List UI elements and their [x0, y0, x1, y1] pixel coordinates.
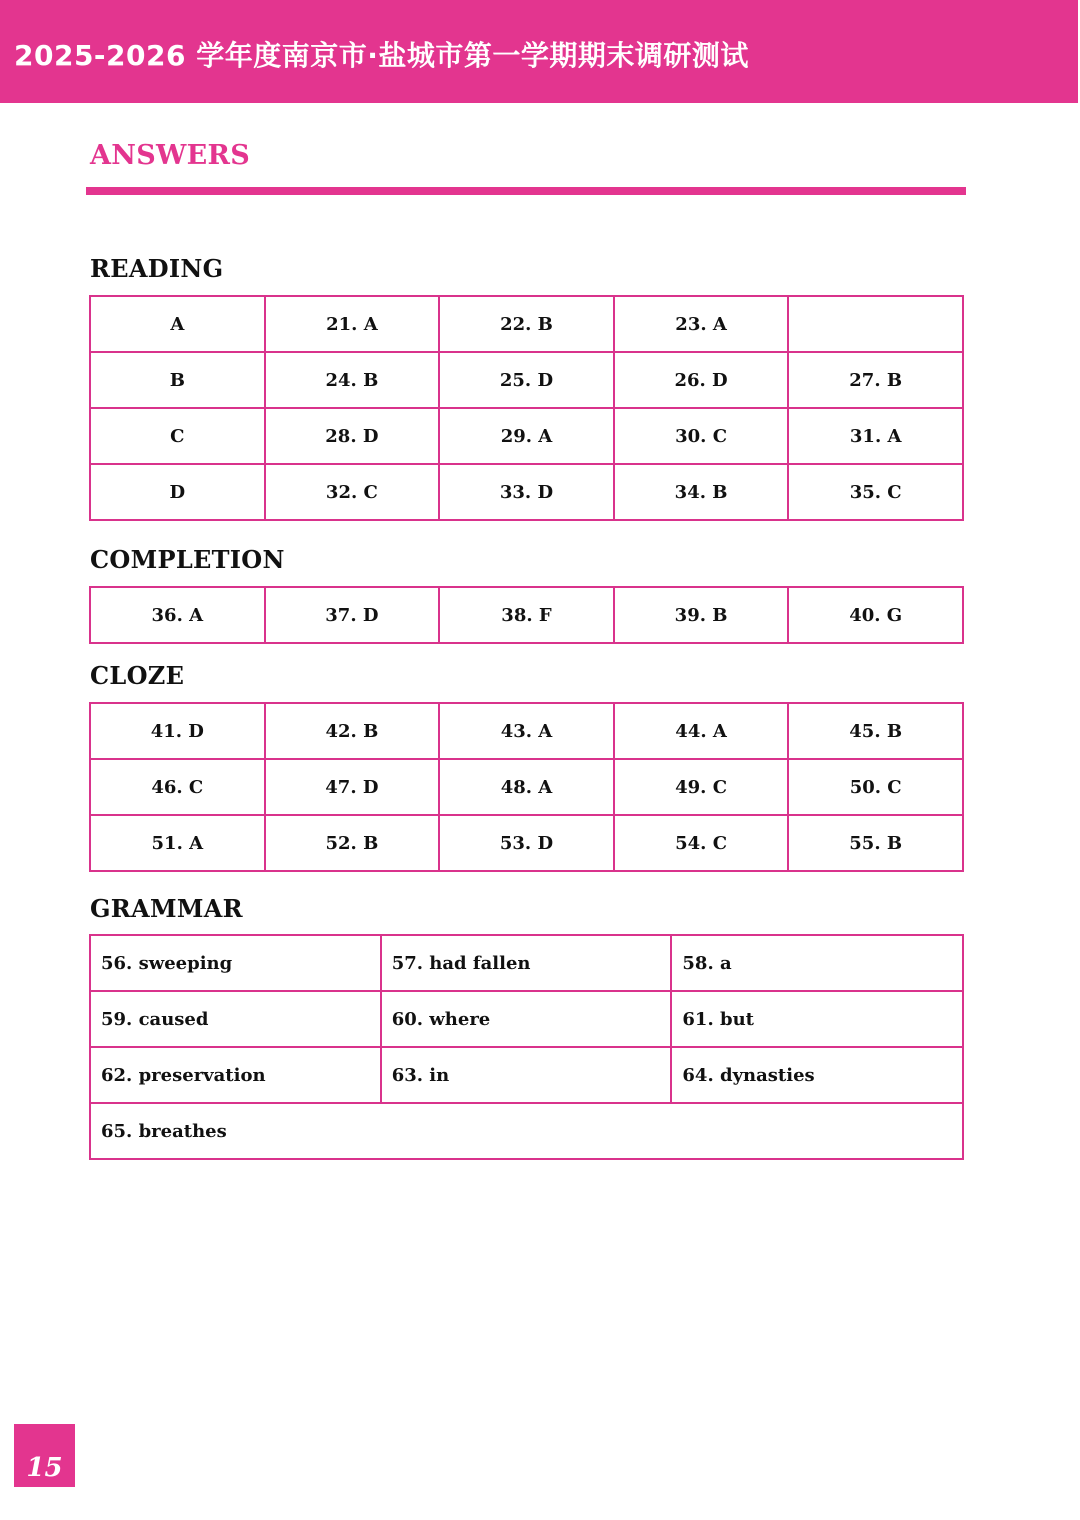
answer-cell: 28. D: [265, 408, 440, 464]
table-row: [90, 1047, 963, 1103]
table-row: [90, 352, 963, 408]
answer-cell: 59. caused: [90, 991, 381, 1047]
answer-cell: 39. B: [614, 587, 789, 643]
header-title: 2025-2026 学年度南京市·盐城市第一学期期末调研测试: [14, 39, 749, 72]
answer-cell: 23. A: [614, 296, 789, 352]
answers-divider: [86, 187, 966, 195]
answer-cell: 51. A: [90, 815, 265, 871]
answers-heading: ANSWERS: [90, 140, 251, 171]
table-row: [90, 935, 963, 991]
answer-cell: 32. C: [265, 464, 440, 520]
answer-cell: 41. D: [90, 703, 265, 759]
table-row: [90, 759, 963, 815]
reading-table: [89, 295, 964, 521]
answer-cell: 57. had fallen: [381, 935, 672, 991]
answer-cell: 65. breathes: [90, 1103, 963, 1159]
answer-cell: 53. D: [439, 815, 614, 871]
answer-cell: 45. B: [788, 703, 963, 759]
cloze-heading: CLOZE: [90, 661, 185, 690]
table-row: [90, 464, 963, 520]
answer-cell: 58. a: [671, 935, 963, 991]
table-row: [90, 296, 963, 352]
answer-cell: 34. B: [614, 464, 789, 520]
table-row: [90, 1103, 963, 1159]
answer-cell: 22. B: [439, 296, 614, 352]
answer-cell: 36. A: [90, 587, 265, 643]
answer-cell: 49. C: [614, 759, 789, 815]
table-row: [90, 703, 963, 759]
answer-cell: 63. in: [381, 1047, 672, 1103]
completion-heading: COMPLETION: [90, 545, 285, 574]
answer-cell: 60. where: [381, 991, 672, 1047]
answer-cell: 56. sweeping: [90, 935, 381, 991]
answer-cell: 35. C: [788, 464, 963, 520]
answer-cell: 31. A: [788, 408, 963, 464]
passage-label-cell: B: [90, 352, 265, 408]
reading-heading: READING: [90, 254, 224, 283]
answer-cell: 50. C: [788, 759, 963, 815]
answer-cell: 46. C: [90, 759, 265, 815]
answer-cell: 25. D: [439, 352, 614, 408]
cloze-table: [89, 702, 964, 872]
table-row: [90, 587, 963, 643]
answer-cell: 44. A: [614, 703, 789, 759]
answer-cell: 42. B: [265, 703, 440, 759]
answer-cell: 61. but: [671, 991, 963, 1047]
table-row: [90, 408, 963, 464]
answer-cell: 24. B: [265, 352, 440, 408]
page-number-badge: [14, 1424, 75, 1487]
empty-cell: [788, 296, 963, 352]
page-number: 15: [26, 1453, 63, 1483]
passage-label-cell: D: [90, 464, 265, 520]
table-row: [90, 991, 963, 1047]
passage-label-cell: C: [90, 408, 265, 464]
answer-cell: 55. B: [788, 815, 963, 871]
answer-cell: 27. B: [788, 352, 963, 408]
answer-cell: 33. D: [439, 464, 614, 520]
answer-cell: 29. A: [439, 408, 614, 464]
answer-cell: 38. F: [439, 587, 614, 643]
completion-table: [89, 586, 964, 644]
answer-cell: 52. B: [265, 815, 440, 871]
table-row: [90, 815, 963, 871]
answer-cell: 26. D: [614, 352, 789, 408]
grammar-table: [89, 934, 964, 1160]
answer-cell: 62. preservation: [90, 1047, 381, 1103]
passage-label-cell: A: [90, 296, 265, 352]
header-band: [0, 0, 1078, 103]
answer-cell: 43. A: [439, 703, 614, 759]
answer-cell: 21. A: [265, 296, 440, 352]
answer-cell: 47. D: [265, 759, 440, 815]
answer-cell: 40. G: [788, 587, 963, 643]
answer-cell: 64. dynasties: [671, 1047, 963, 1103]
grammar-heading: GRAMMAR: [90, 894, 243, 923]
answer-cell: 30. C: [614, 408, 789, 464]
answer-cell: 54. C: [614, 815, 789, 871]
answer-cell: 48. A: [439, 759, 614, 815]
answer-cell: 37. D: [265, 587, 440, 643]
